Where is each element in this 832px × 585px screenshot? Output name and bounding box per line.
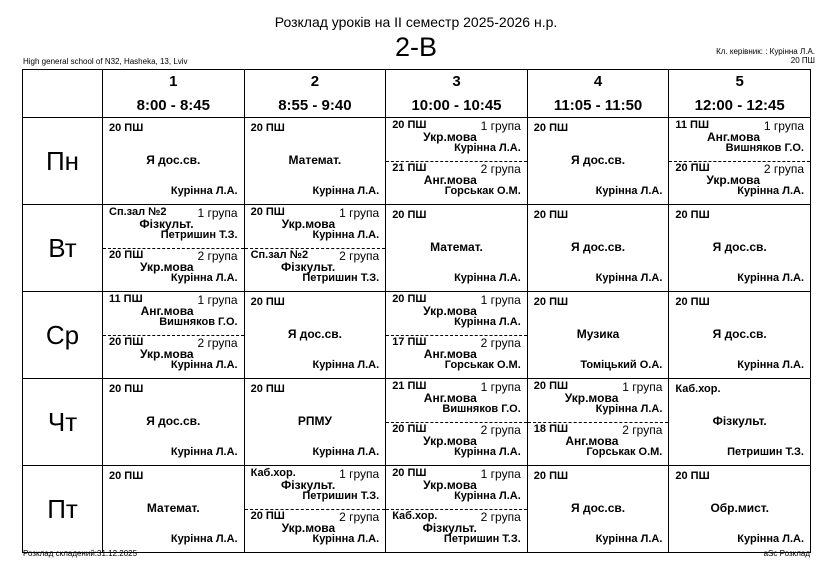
subject: Фізкульт. — [281, 260, 336, 274]
group-label: 2 група — [622, 423, 663, 437]
teacher: Горськак О.М. — [586, 446, 663, 458]
subject: Фізкульт. — [712, 414, 767, 428]
period-time: 11:05 - 11:50 — [553, 97, 643, 114]
home-room: 20 ПШ — [790, 56, 815, 65]
subject: Укр.мова — [423, 304, 477, 318]
teacher: Петришин Т.З. — [160, 229, 238, 241]
subject: Математ. — [430, 240, 483, 254]
period-header-3 — [386, 70, 528, 118]
teacher: Вишняков Г.О. — [725, 142, 804, 154]
room: 18 ПШ — [533, 423, 569, 435]
group-label: 2 група — [480, 162, 521, 176]
day-row — [23, 466, 811, 553]
class-name: 2-В — [394, 32, 438, 62]
subject: Фізкульт. — [139, 217, 194, 231]
group-lesson — [245, 205, 386, 249]
group-lesson — [245, 248, 386, 291]
lesson-cell — [103, 205, 245, 292]
subject: Фізкульт. — [422, 521, 477, 535]
group-label: 1 група — [480, 293, 521, 307]
lesson-cell — [244, 379, 386, 466]
group-lesson — [103, 292, 244, 336]
teacher: Горськак О.М. — [444, 359, 521, 371]
group-label: 1 група — [763, 119, 804, 133]
room: 20 ПШ — [392, 209, 427, 221]
lesson-cell — [386, 379, 528, 466]
room: 20 ПШ — [392, 119, 427, 131]
subject: Анг.мова — [140, 304, 194, 318]
lesson-cell — [103, 118, 245, 205]
room: 20 ПШ — [675, 209, 710, 221]
corner-cell — [23, 70, 103, 118]
group-label: 2 група — [339, 510, 380, 524]
subject: Анг.мова — [423, 391, 477, 405]
day-row — [23, 118, 811, 205]
subject: Укр.мова — [423, 130, 477, 144]
lesson-cell — [103, 466, 245, 553]
group-label: 2 група — [480, 336, 521, 350]
subject: РПМУ — [297, 414, 332, 428]
subject: Укр.мова — [564, 391, 619, 405]
group-label: 2 група — [339, 249, 380, 263]
group-label: 1 група — [339, 467, 380, 481]
day-row — [23, 205, 811, 292]
group-label: 1 група — [197, 293, 238, 307]
software-credit: aSc Розклад — [763, 549, 810, 558]
subject: Я дос.св. — [287, 327, 342, 341]
subject: Укр.мова — [139, 260, 194, 274]
day-label: Пт — [23, 466, 103, 553]
group-lesson — [386, 379, 527, 423]
subject: Музика — [576, 327, 620, 341]
school-name: High general school of N32, Hasheka, 13, Lviv — [23, 57, 188, 66]
teacher: Петришин Т.З. — [302, 490, 380, 502]
group-lesson — [386, 466, 527, 510]
room: Каб.хор. — [392, 510, 438, 522]
lesson-cell — [527, 205, 669, 292]
group-lesson — [245, 466, 386, 510]
lesson-cell — [669, 292, 811, 379]
lesson-cell — [527, 466, 669, 553]
teacher: Курінна Л.А. — [170, 446, 238, 458]
teacher: Курінна Л.А. — [454, 142, 521, 154]
teacher: Петришин Т.З. — [727, 446, 804, 458]
group-lesson — [386, 335, 527, 378]
subject: Я дос.св. — [146, 414, 201, 428]
subject: Я дос.св. — [712, 327, 767, 341]
period-number: 2 — [310, 73, 320, 90]
room: 20 ПШ — [675, 296, 710, 308]
lesson-cell — [386, 118, 528, 205]
room: 20 ПШ — [392, 293, 427, 305]
teacher: Курінна Л.А. — [170, 359, 238, 371]
teacher: Курінна Л.А. — [312, 359, 380, 371]
group-label: 1 група — [622, 380, 663, 394]
period-time: 10:00 - 10:45 — [411, 97, 502, 114]
room: 20 ПШ — [533, 209, 569, 221]
period-number: 3 — [452, 73, 461, 90]
group-label: 2 група — [197, 336, 238, 350]
teacher: Курінна Л.А. — [312, 533, 380, 545]
group-label: 1 група — [339, 206, 380, 220]
teacher: Вишняков Г.О. — [159, 316, 238, 328]
lesson-cell — [244, 118, 386, 205]
period-time: 8:55 - 9:40 — [278, 97, 352, 114]
room: 21 ПШ — [392, 380, 427, 392]
teacher: Петришин Т.З. — [443, 533, 521, 545]
room: 20 ПШ — [250, 383, 285, 395]
lesson-cell — [386, 292, 528, 379]
timetable-grid — [22, 69, 811, 553]
teacher: Вишняков Г.О. — [442, 403, 521, 415]
teacher: Курінна Л.А. — [454, 316, 521, 328]
teacher: Курінна Л.А. — [454, 272, 521, 284]
lesson-cell — [669, 205, 811, 292]
room: 17 ПШ — [392, 336, 427, 348]
subject: Математ. — [288, 153, 342, 167]
teacher: Курінна Л.А. — [312, 185, 380, 197]
room: Сп.зал №2 — [250, 249, 309, 261]
group-lesson — [386, 161, 527, 204]
teacher: Курінна Л.А. — [170, 185, 238, 197]
room: 20 ПШ — [109, 336, 144, 348]
group-label: 1 група — [480, 380, 521, 394]
group-label: 1 група — [480, 119, 521, 133]
lesson-cell — [244, 292, 386, 379]
group-lesson — [669, 118, 810, 162]
subject: Укр.мова — [706, 173, 760, 187]
teacher: Курінна Л.А. — [595, 403, 663, 415]
period-time: 8:00 - 8:45 — [136, 97, 210, 114]
lesson-cell — [103, 292, 245, 379]
lesson-cell — [527, 379, 669, 466]
day-label: Чт — [23, 379, 103, 466]
room: 20 ПШ — [533, 380, 569, 392]
room: 20 ПШ — [392, 423, 427, 435]
schedule-title: Розклад уроків на ІІ семестр 2025-2026 н.р. — [274, 14, 558, 30]
subject: Анг.мова — [707, 130, 760, 144]
group-lesson — [103, 248, 244, 291]
subject: Я дос.св. — [571, 240, 626, 254]
group-lesson — [528, 379, 669, 423]
generated-date: Розклад складений:31.12.2025 — [23, 549, 138, 558]
teacher: Курінна Л.А. — [737, 533, 804, 545]
teacher: Петришин Т.З. — [302, 272, 380, 284]
room: Каб.хор. — [250, 467, 296, 479]
subject: Укр.мова — [281, 217, 336, 231]
subject: Анг.мова — [423, 347, 477, 361]
room: 20 ПШ — [250, 510, 285, 522]
teacher: Курінна Л.А. — [312, 446, 380, 458]
teacher: Курінна Л.А. — [454, 446, 521, 458]
lesson-cell — [669, 118, 811, 205]
room: Каб.хор. — [675, 383, 721, 395]
group-label: 2 група — [763, 162, 804, 176]
subject: Анг.мова — [423, 173, 477, 187]
group-lesson — [386, 422, 527, 465]
room: 20 ПШ — [250, 206, 285, 218]
period-number: 5 — [735, 73, 744, 90]
group-lesson — [669, 161, 810, 204]
group-lesson — [103, 205, 244, 249]
room: 20 ПШ — [392, 467, 427, 479]
group-lesson — [528, 422, 669, 465]
teacher: Курінна Л.А. — [595, 185, 663, 197]
room: 20 ПШ — [109, 470, 144, 482]
teacher: Курінна Л.А. — [737, 359, 804, 371]
lesson-cell — [527, 118, 669, 205]
lesson-cell — [103, 379, 245, 466]
subject: Я дос.св. — [146, 153, 201, 167]
subject: Укр.мова — [281, 521, 336, 535]
room: 11 ПШ — [109, 293, 143, 305]
lesson-cell — [244, 205, 386, 292]
group-label: 1 група — [197, 206, 238, 220]
period-header-row — [23, 70, 811, 118]
teacher: Курінна Л.А. — [312, 229, 380, 241]
lesson-cell — [244, 466, 386, 553]
teacher: Горськак О.М. — [444, 185, 521, 197]
period-header-2 — [244, 70, 386, 118]
day-label: Вт — [23, 205, 103, 292]
teacher: Курінна Л.А. — [595, 533, 663, 545]
lesson-cell — [669, 379, 811, 466]
day-row — [23, 292, 811, 379]
teacher: Курінна Л.А. — [737, 272, 804, 284]
day-label: Ср — [23, 292, 103, 379]
group-lesson — [386, 292, 527, 336]
lesson-cell — [386, 205, 528, 292]
group-lesson — [386, 509, 527, 552]
room: 11 ПШ — [675, 119, 710, 131]
room: 20 ПШ — [109, 383, 144, 395]
day-row — [23, 379, 811, 466]
room: 20 ПШ — [109, 122, 144, 134]
subject: Математ. — [146, 501, 200, 515]
period-header-5 — [669, 70, 811, 118]
room: 20 ПШ — [533, 296, 569, 308]
subject: Укр.мова — [139, 347, 194, 361]
room: 21 ПШ — [392, 162, 427, 174]
group-label: 2 група — [480, 423, 521, 437]
lesson-cell — [386, 466, 528, 553]
period-header-1 — [103, 70, 245, 118]
teacher: Курінна Л.А. — [454, 490, 521, 502]
teacher: Курінна Л.А. — [170, 272, 238, 284]
subject: Я дос.св. — [571, 153, 626, 167]
subject: Я дос.св. — [571, 501, 626, 515]
group-lesson — [103, 335, 244, 378]
period-header-4 — [527, 70, 669, 118]
period-time: 12:00 - 12:45 — [694, 97, 785, 114]
group-lesson — [386, 118, 527, 162]
room: Сп.зал №2 — [109, 206, 167, 218]
subject: Фізкульт. — [281, 478, 336, 492]
subject: Укр.мова — [423, 478, 477, 492]
room: 20 ПШ — [675, 162, 710, 174]
subject: Укр.мова — [423, 434, 477, 448]
class-teacher-info — [716, 47, 815, 65]
room: 20 ПШ — [533, 122, 569, 134]
period-number: 1 — [169, 73, 178, 90]
room: 20 ПШ — [675, 470, 710, 482]
teacher: Курінна Л.А. — [170, 533, 238, 545]
subject: Анг.мова — [565, 434, 619, 448]
room: 20 ПШ — [533, 470, 569, 482]
class-teacher-label: Кл. керівник: : Курінна Л.А. — [716, 47, 815, 56]
teacher: Томіцький О.А. — [580, 359, 663, 371]
group-label: 2 група — [197, 249, 238, 263]
room: 20 ПШ — [109, 249, 144, 261]
subject: Обр.мист. — [710, 501, 769, 515]
room: 20 ПШ — [250, 122, 285, 134]
group-label: 2 група — [480, 510, 521, 524]
group-label: 1 група — [480, 467, 521, 481]
lesson-cell — [527, 292, 669, 379]
subject: Я дос.св. — [712, 240, 767, 254]
group-lesson — [245, 509, 386, 552]
room: 20 ПШ — [250, 296, 285, 308]
period-number: 4 — [593, 73, 603, 90]
teacher: Курінна Л.А. — [737, 185, 804, 197]
day-label: Пн — [23, 118, 103, 205]
lesson-cell — [669, 466, 811, 553]
teacher: Курінна Л.А. — [595, 272, 663, 284]
